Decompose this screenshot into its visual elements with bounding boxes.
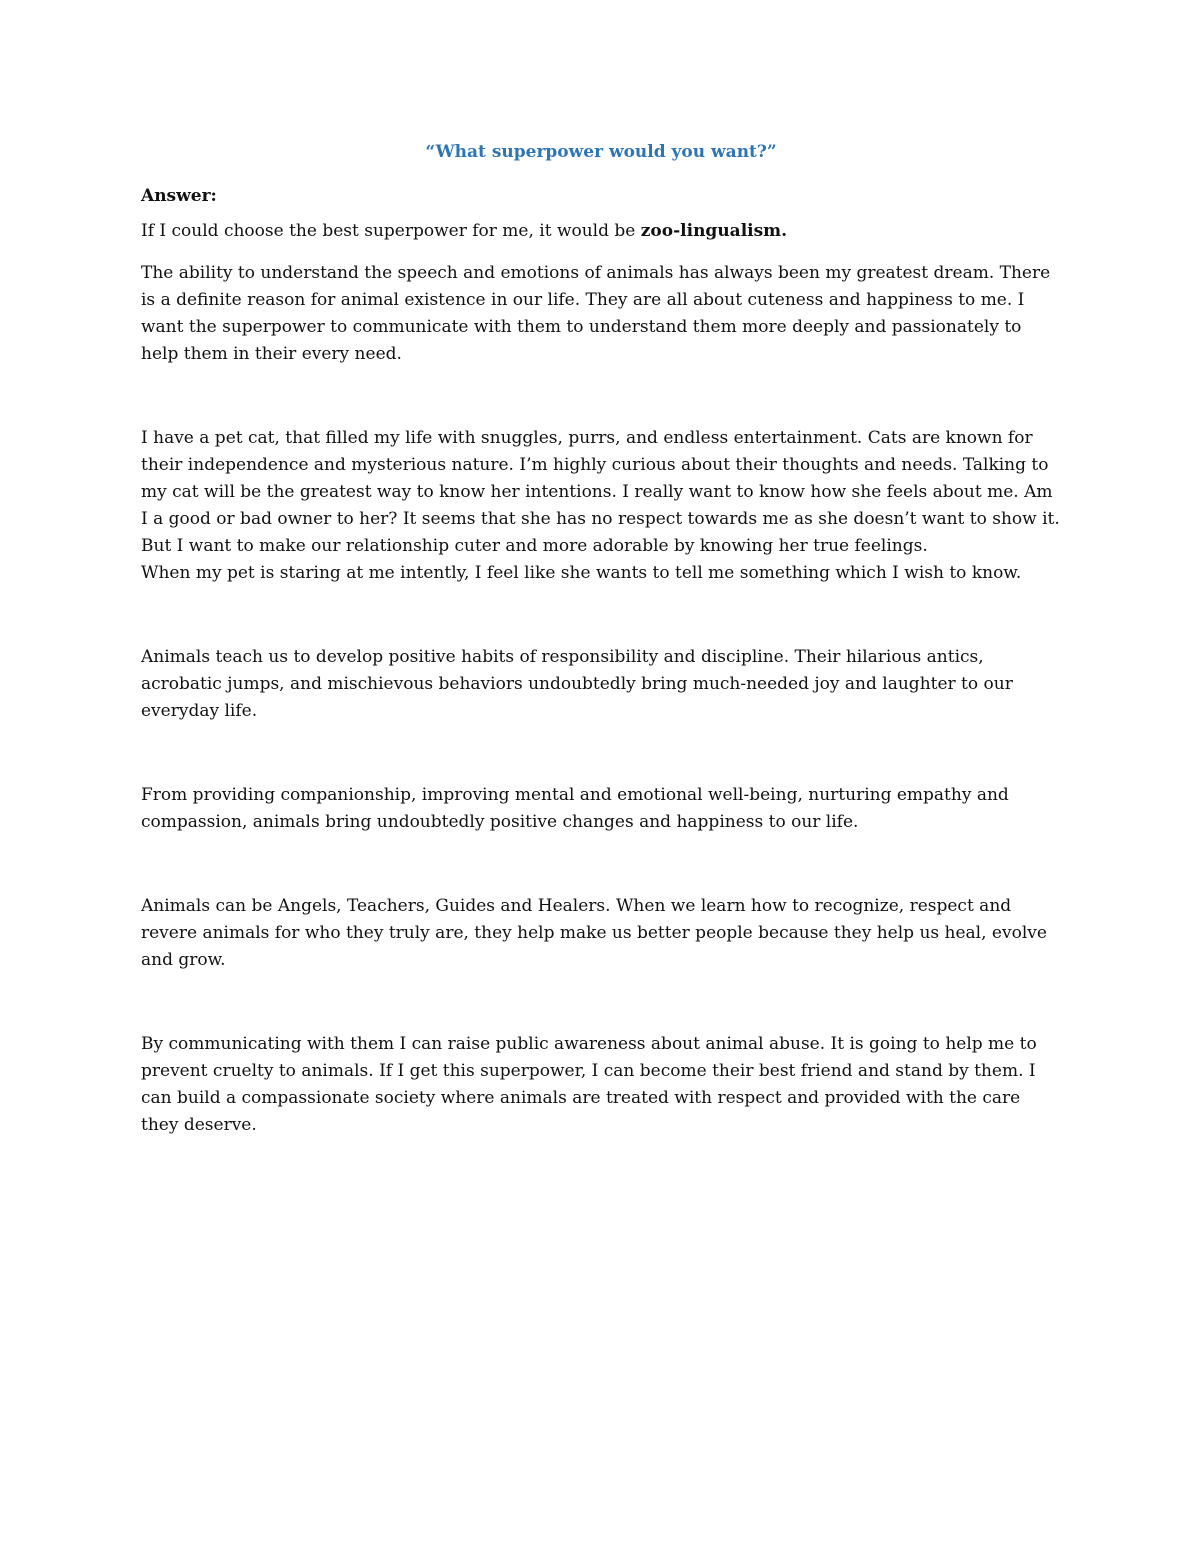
- intro-paragraph: [141, 218, 1061, 245]
- paragraph-pet-cat: [141, 425, 1061, 587]
- document-body: [141, 140, 1061, 1139]
- intro-text: If I could choose the best superpower for me, it would be: [141, 221, 641, 241]
- paragraph-pet-cat-main: I have a pet cat, that filled my life with snuggles, purrs, and endless entertainment. Cats are known for their independence and mysterious nature. I’m highly curious about their thoughts and needs. Talking to my cat will be the greatest way to know her intentions. I really want to know how she feels about me. Am I a good or bad owner to her? It seems that she has no respect towards me as she doesn’t want to show it. But I want to make our relationship cuter and more adorable by knowing her true feelings.: [141, 428, 1060, 556]
- paragraph-habits: Animals teach us to develop positive habits of responsibility and discipline. Their hilarious antics, acrobatic jumps, and mischievous behaviors undoubtedly bring much-needed joy and laughter to our everyday life.: [141, 647, 1013, 721]
- paragraph-ability: The ability to understand the speech and emotions of animals has always been my greatest dream. There is a definite reason for animal existence in our life. They are all about cuteness and happiness to me. I want the superpower to communicate with them to understand them more deeply and passionately to help them in their every need.: [141, 263, 1051, 364]
- paragraph-companionship: From providing companionship, improving mental and emotional well-being, nurturing empathy and compassion, animals bring undoubtedly positive changes and happiness to our life.: [141, 785, 1009, 832]
- answer-label: Answer:: [141, 186, 217, 206]
- paragraph-angels: Animals can be Angels, Teachers, Guides and Healers. When we learn how to recognize, respect and revere animals for who they truly are, they help make us better people because they help us heal, evolve and grow.: [141, 896, 1047, 970]
- intro-emphasis: zoo-lingualism.: [640, 221, 788, 241]
- paragraph-pet-cat-last-line: When my pet is staring at me intently, I feel like she wants to tell me something which I wish to know.: [141, 563, 1022, 583]
- paragraph-awareness: By communicating with them I can raise public awareness about animal abuse. It is going to help me to prevent cruelty to animals. If I get this superpower, I can become their best friend and stand by them. I can build a compassionate society where animals are treated with respect and provided with the care they deserve.: [141, 1034, 1037, 1135]
- document-title: “What superpower would you want?”: [425, 142, 777, 162]
